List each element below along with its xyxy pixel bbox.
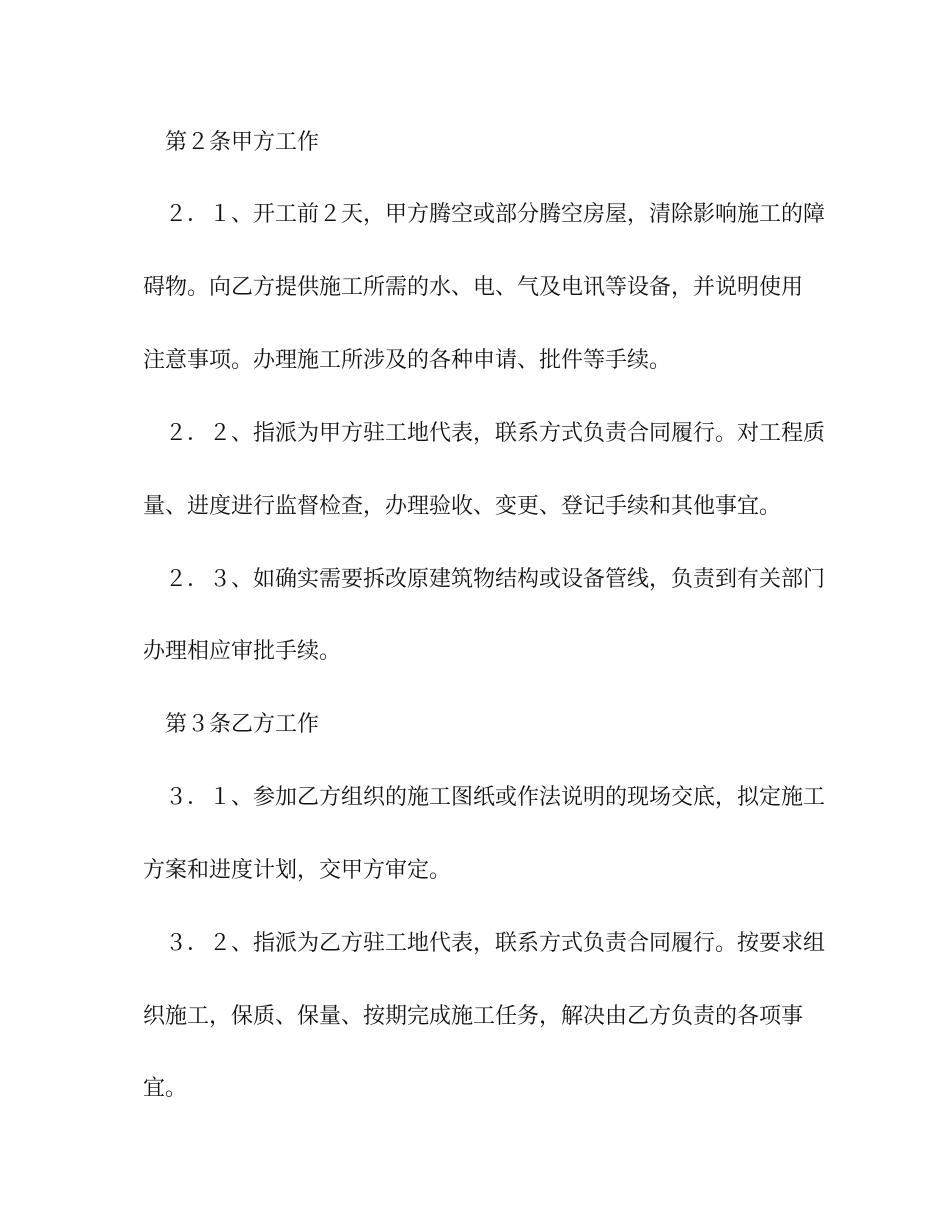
paragraph-line: 织施工，保质、保量、按期完成施工任务，解决由乙方负责的各项事 [143,1004,803,1029]
paragraph-line: ３．１、参加乙方组织的施工图纸或作法说明的现场交底，拟定施工 [165,785,825,810]
paragraph-line: 办理相应审批手续。 [143,639,342,664]
paragraph-line: ３．２、指派为乙方驻工地代表，联系方式负责合同履行。按要求组 [165,931,825,956]
paragraph-line: ２．３、如确实需要拆改原建筑物结构或设备管线，负责到有关部门 [165,567,825,592]
paragraph-line: 量、进度进行监督检查，办理验收、变更、登记手续和其他事宜。 [143,494,782,519]
paragraph-line: 方案和进度计划，交甲方审定。 [143,858,452,883]
paragraph-line: 宜。 [143,1076,188,1101]
paragraph-line: ２．２、指派为甲方驻工地代表，联系方式负责合同履行。对工程质 [165,421,825,446]
section-heading-party-a: 第２条甲方工作 [165,130,320,155]
section-heading-party-b: 第３条乙方工作 [165,712,320,737]
paragraph-line: 碍物。向乙方提供施工所需的水、电、气及电讯等设备，并说明使用 [143,275,803,300]
paragraph-line: ２．１、开工前２天，甲方腾空或部分腾空房屋，清除影响施工的障 [165,202,825,227]
paragraph-line: 注意事项。办理施工所涉及的各种申请、批件等手续。 [143,348,672,373]
